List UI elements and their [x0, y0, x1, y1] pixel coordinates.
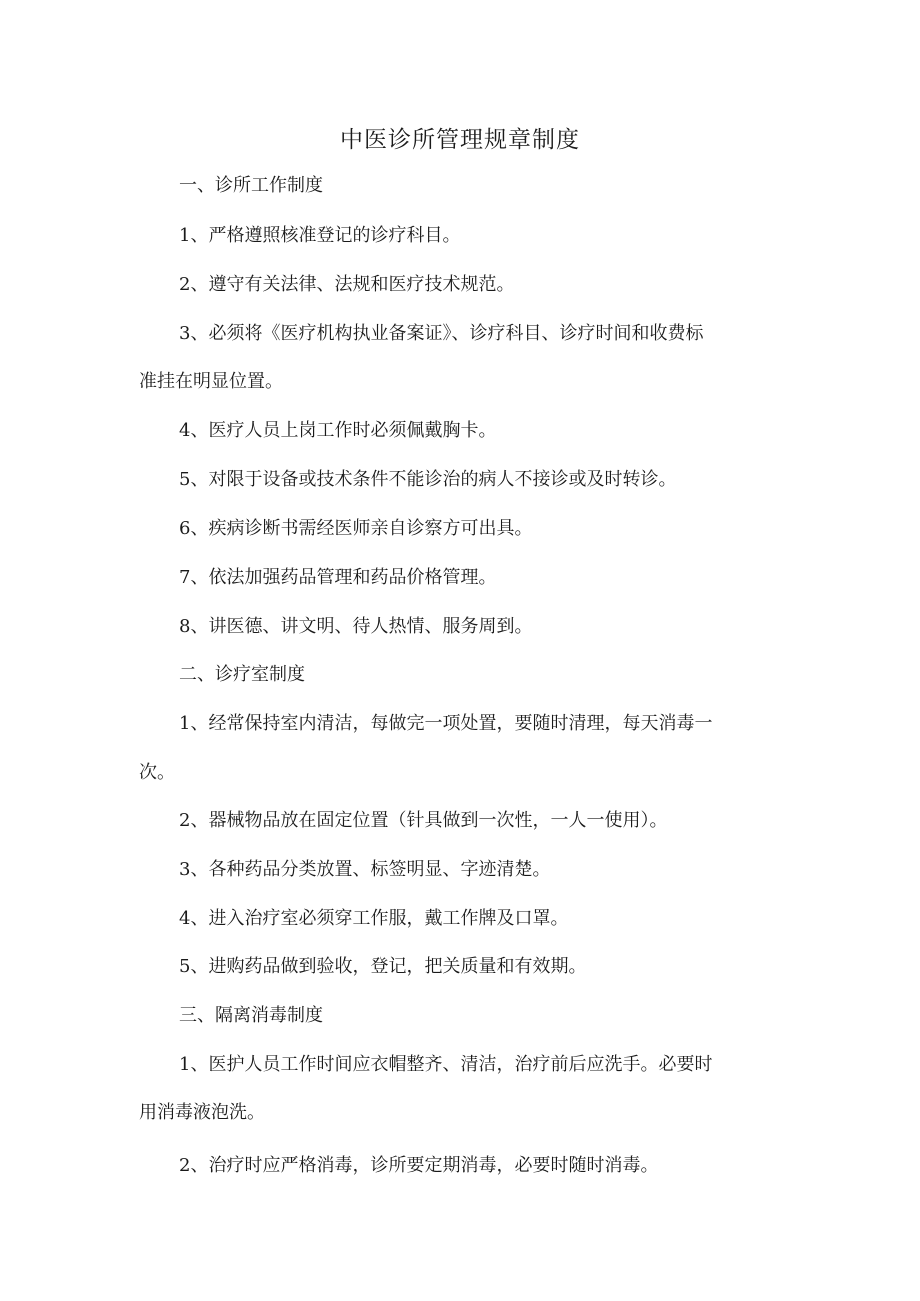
paragraph-line-continuation: 次。	[139, 762, 175, 783]
document-title: 中医诊所管理规章制度	[340, 127, 580, 153]
section-heading-3: 三、隔离消毒制度	[179, 1005, 323, 1026]
paragraph-line: 1、经常保持室内清洁，每做完一项处置，要随时清理，每天消毒一	[179, 713, 713, 734]
paragraph-line: 3、各种药品分类放置、标签明显、字迹清楚。	[179, 859, 551, 880]
paragraph-line: 8、讲医德、讲文明、待人热情、服务周到。	[179, 616, 533, 637]
paragraph-line: 2、遵守有关法律、法规和医疗技术规范。	[179, 274, 515, 295]
paragraph-line: 4、进入治疗室必须穿工作服，戴工作牌及口罩。	[179, 908, 569, 929]
paragraph-line: 5、对限于设备或技术条件不能诊治的病人不接诊或及时转诊。	[179, 469, 677, 490]
paragraph-line: 1、医护人员工作时间应衣帽整齐、清洁，治疗前后应洗手。必要时	[179, 1054, 713, 1075]
paragraph-line: 2、器械物品放在固定位置（针具做到一次性，一人一使用）。	[179, 810, 668, 831]
paragraph-line: 5、进购药品做到验收，登记，把关质量和有效期。	[179, 956, 587, 977]
paragraph-line: 3、必须将《医疗机构执业备案证》、诊疗科目、诊疗时间和收费标	[179, 323, 704, 344]
section-heading-1: 一、诊所工作制度	[179, 175, 323, 196]
paragraph-line: 1、严格遵照核准登记的诊疗科目。	[179, 225, 461, 246]
paragraph-line: 4、医疗人员上岗工作时必须佩戴胸卡。	[179, 420, 497, 441]
paragraph-line-continuation: 准挂在明显位置。	[139, 371, 283, 392]
paragraph-line-continuation: 用消毒液泡洗。	[139, 1102, 265, 1123]
paragraph-line: 7、依法加强药品管理和药品价格管理。	[179, 567, 497, 588]
paragraph-line: 2、治疗时应严格消毒，诊所要定期消毒，必要时随时消毒。	[179, 1155, 659, 1176]
section-heading-2: 二、诊疗室制度	[179, 664, 305, 685]
paragraph-line: 6、疾病诊断书需经医师亲自诊察方可出具。	[179, 518, 533, 539]
